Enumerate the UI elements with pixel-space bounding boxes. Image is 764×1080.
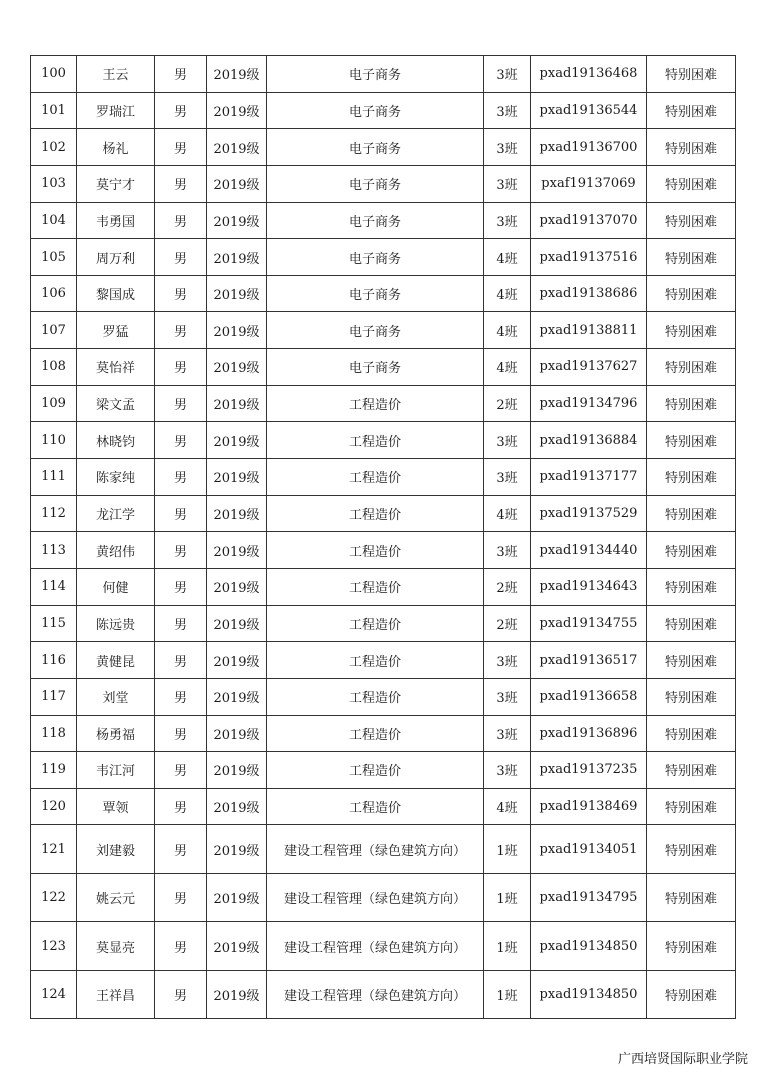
table-body xyxy=(31,56,736,1019)
difficulty-level-cell: 特别困难 xyxy=(647,970,736,1019)
major-cell: 工程造价 xyxy=(267,715,484,752)
class-name-cell: 2班 xyxy=(484,605,531,642)
major-cell: 工程造价 xyxy=(267,459,484,496)
row-number-cell: 113 xyxy=(31,532,77,569)
table-row xyxy=(31,605,736,642)
major-cell: 工程造价 xyxy=(267,678,484,715)
table-row xyxy=(31,715,736,752)
major-cell: 建设工程管理（绿色建筑方向） xyxy=(267,873,484,922)
student-name-cell: 龙江学 xyxy=(77,495,155,532)
student-name-cell: 王云 xyxy=(77,56,155,93)
gender-cell: 男 xyxy=(155,788,207,825)
grade-cell: 2019级 xyxy=(207,129,267,166)
row-number-cell: 122 xyxy=(31,873,77,922)
row-number-cell: 116 xyxy=(31,642,77,679)
difficulty-level-cell: 特别困难 xyxy=(647,922,736,971)
student-name-cell: 黎国成 xyxy=(77,275,155,312)
table-row xyxy=(31,422,736,459)
table-row xyxy=(31,678,736,715)
difficulty-level-cell: 特别困难 xyxy=(647,752,736,789)
major-cell: 电子商务 xyxy=(267,239,484,276)
gender-cell: 男 xyxy=(155,715,207,752)
table-row xyxy=(31,922,736,971)
major-cell: 建设工程管理（绿色建筑方向） xyxy=(267,970,484,1019)
class-name-cell: 3班 xyxy=(484,92,531,129)
gender-cell: 男 xyxy=(155,495,207,532)
table-row xyxy=(31,532,736,569)
grade-cell: 2019级 xyxy=(207,459,267,496)
student-id-cell: pxad19138686 xyxy=(531,275,647,312)
table-row xyxy=(31,92,736,129)
major-cell: 电子商务 xyxy=(267,165,484,202)
class-name-cell: 1班 xyxy=(484,873,531,922)
difficulty-level-cell: 特别困难 xyxy=(647,129,736,166)
gender-cell: 男 xyxy=(155,532,207,569)
difficulty-level-cell: 特别困难 xyxy=(647,92,736,129)
class-name-cell: 3班 xyxy=(484,678,531,715)
student-name-cell: 罗瑞江 xyxy=(77,92,155,129)
class-name-cell: 2班 xyxy=(484,568,531,605)
difficulty-level-cell: 特别困难 xyxy=(647,56,736,93)
major-cell: 电子商务 xyxy=(267,92,484,129)
class-name-cell: 4班 xyxy=(484,349,531,386)
grade-cell: 2019级 xyxy=(207,715,267,752)
class-name-cell: 4班 xyxy=(484,239,531,276)
student-id-cell: pxad19136896 xyxy=(531,715,647,752)
row-number-cell: 123 xyxy=(31,922,77,971)
student-name-cell: 梁文孟 xyxy=(77,385,155,422)
class-name-cell: 3班 xyxy=(484,56,531,93)
difficulty-level-cell: 特别困难 xyxy=(647,385,736,422)
difficulty-level-cell: 特别困难 xyxy=(647,788,736,825)
student-id-cell: pxad19137177 xyxy=(531,459,647,496)
gender-cell: 男 xyxy=(155,312,207,349)
student-name-cell: 黄绍伟 xyxy=(77,532,155,569)
table-row xyxy=(31,873,736,922)
student-id-cell: pxad19136544 xyxy=(531,92,647,129)
row-number-cell: 121 xyxy=(31,825,77,874)
table-row xyxy=(31,349,736,386)
major-cell: 建设工程管理（绿色建筑方向） xyxy=(267,825,484,874)
grade-cell: 2019级 xyxy=(207,422,267,459)
gender-cell: 男 xyxy=(155,349,207,386)
difficulty-level-cell: 特别困难 xyxy=(647,239,736,276)
difficulty-level-cell: 特别困难 xyxy=(647,715,736,752)
major-cell: 电子商务 xyxy=(267,312,484,349)
class-name-cell: 3班 xyxy=(484,202,531,239)
table-row xyxy=(31,275,736,312)
class-name-cell: 4班 xyxy=(484,275,531,312)
student-name-cell: 莫怡祥 xyxy=(77,349,155,386)
class-name-cell: 2班 xyxy=(484,385,531,422)
gender-cell: 男 xyxy=(155,568,207,605)
class-name-cell: 3班 xyxy=(484,459,531,496)
table-row xyxy=(31,239,736,276)
grade-cell: 2019级 xyxy=(207,349,267,386)
student-id-cell: pxad19134795 xyxy=(531,873,647,922)
table-row xyxy=(31,970,736,1019)
gender-cell: 男 xyxy=(155,678,207,715)
grade-cell: 2019级 xyxy=(207,642,267,679)
table-row xyxy=(31,568,736,605)
gender-cell: 男 xyxy=(155,825,207,874)
major-cell: 工程造价 xyxy=(267,495,484,532)
student-id-cell: pxad19134440 xyxy=(531,532,647,569)
table-row xyxy=(31,752,736,789)
student-name-cell: 何健 xyxy=(77,568,155,605)
gender-cell: 男 xyxy=(155,239,207,276)
student-id-cell: pxaf19137069 xyxy=(531,165,647,202)
gender-cell: 男 xyxy=(155,459,207,496)
class-name-cell: 4班 xyxy=(484,495,531,532)
grade-cell: 2019级 xyxy=(207,312,267,349)
student-name-cell: 莫宁才 xyxy=(77,165,155,202)
student-id-cell: pxad19136468 xyxy=(531,56,647,93)
student-id-cell: pxad19137627 xyxy=(531,349,647,386)
gender-cell: 男 xyxy=(155,275,207,312)
grade-cell: 2019级 xyxy=(207,970,267,1019)
major-cell: 工程造价 xyxy=(267,568,484,605)
student-name-cell: 杨勇福 xyxy=(77,715,155,752)
table-row xyxy=(31,56,736,93)
table-row xyxy=(31,788,736,825)
row-number-cell: 108 xyxy=(31,349,77,386)
major-cell: 工程造价 xyxy=(267,752,484,789)
student-id-cell: pxad19134755 xyxy=(531,605,647,642)
student-table xyxy=(30,55,736,1019)
difficulty-level-cell: 特别困难 xyxy=(647,275,736,312)
student-name-cell: 覃领 xyxy=(77,788,155,825)
student-name-cell: 韦江河 xyxy=(77,752,155,789)
class-name-cell: 3班 xyxy=(484,642,531,679)
table-row xyxy=(31,312,736,349)
grade-cell: 2019级 xyxy=(207,922,267,971)
gender-cell: 男 xyxy=(155,385,207,422)
student-name-cell: 陈远贵 xyxy=(77,605,155,642)
row-number-cell: 102 xyxy=(31,129,77,166)
grade-cell: 2019级 xyxy=(207,873,267,922)
row-number-cell: 111 xyxy=(31,459,77,496)
row-number-cell: 103 xyxy=(31,165,77,202)
gender-cell: 男 xyxy=(155,202,207,239)
row-number-cell: 100 xyxy=(31,56,77,93)
table-row xyxy=(31,825,736,874)
grade-cell: 2019级 xyxy=(207,788,267,825)
class-name-cell: 3班 xyxy=(484,752,531,789)
grade-cell: 2019级 xyxy=(207,385,267,422)
major-cell: 工程造价 xyxy=(267,422,484,459)
student-name-cell: 陈家纯 xyxy=(77,459,155,496)
gender-cell: 男 xyxy=(155,970,207,1019)
student-id-cell: pxad19134051 xyxy=(531,825,647,874)
major-cell: 工程造价 xyxy=(267,532,484,569)
student-id-cell: pxad19138469 xyxy=(531,788,647,825)
gender-cell: 男 xyxy=(155,605,207,642)
class-name-cell: 3班 xyxy=(484,715,531,752)
class-name-cell: 4班 xyxy=(484,788,531,825)
table-row xyxy=(31,642,736,679)
row-number-cell: 104 xyxy=(31,202,77,239)
difficulty-level-cell: 特别困难 xyxy=(647,459,736,496)
gender-cell: 男 xyxy=(155,422,207,459)
student-id-cell: pxad19136884 xyxy=(531,422,647,459)
gender-cell: 男 xyxy=(155,56,207,93)
difficulty-level-cell: 特别困难 xyxy=(647,678,736,715)
table-row xyxy=(31,385,736,422)
student-id-cell: pxad19134850 xyxy=(531,922,647,971)
grade-cell: 2019级 xyxy=(207,202,267,239)
table-row xyxy=(31,165,736,202)
difficulty-level-cell: 特别困难 xyxy=(647,495,736,532)
grade-cell: 2019级 xyxy=(207,605,267,642)
grade-cell: 2019级 xyxy=(207,56,267,93)
difficulty-level-cell: 特别困难 xyxy=(647,568,736,605)
row-number-cell: 101 xyxy=(31,92,77,129)
row-number-cell: 119 xyxy=(31,752,77,789)
difficulty-level-cell: 特别困难 xyxy=(647,312,736,349)
row-number-cell: 106 xyxy=(31,275,77,312)
gender-cell: 男 xyxy=(155,129,207,166)
major-cell: 电子商务 xyxy=(267,129,484,166)
table-row xyxy=(31,495,736,532)
student-name-cell: 黄健昆 xyxy=(77,642,155,679)
table-row xyxy=(31,202,736,239)
student-name-cell: 韦勇国 xyxy=(77,202,155,239)
student-name-cell: 罗猛 xyxy=(77,312,155,349)
class-name-cell: 1班 xyxy=(484,970,531,1019)
major-cell: 工程造价 xyxy=(267,385,484,422)
table-row xyxy=(31,129,736,166)
class-name-cell: 3班 xyxy=(484,422,531,459)
grade-cell: 2019级 xyxy=(207,275,267,312)
student-name-cell: 莫显亮 xyxy=(77,922,155,971)
student-name-cell: 周万利 xyxy=(77,239,155,276)
student-id-cell: pxad19136517 xyxy=(531,642,647,679)
major-cell: 电子商务 xyxy=(267,56,484,93)
student-id-cell: pxad19137070 xyxy=(531,202,647,239)
difficulty-level-cell: 特别困难 xyxy=(647,873,736,922)
major-cell: 工程造价 xyxy=(267,605,484,642)
student-name-cell: 王祥昌 xyxy=(77,970,155,1019)
grade-cell: 2019级 xyxy=(207,825,267,874)
row-number-cell: 117 xyxy=(31,678,77,715)
gender-cell: 男 xyxy=(155,873,207,922)
row-number-cell: 105 xyxy=(31,239,77,276)
student-id-cell: pxad19138811 xyxy=(531,312,647,349)
row-number-cell: 124 xyxy=(31,970,77,1019)
table-row xyxy=(31,459,736,496)
row-number-cell: 114 xyxy=(31,568,77,605)
major-cell: 工程造价 xyxy=(267,788,484,825)
student-id-cell: pxad19134796 xyxy=(531,385,647,422)
row-number-cell: 107 xyxy=(31,312,77,349)
row-number-cell: 109 xyxy=(31,385,77,422)
difficulty-level-cell: 特别困难 xyxy=(647,532,736,569)
grade-cell: 2019级 xyxy=(207,678,267,715)
grade-cell: 2019级 xyxy=(207,532,267,569)
grade-cell: 2019级 xyxy=(207,495,267,532)
class-name-cell: 1班 xyxy=(484,825,531,874)
difficulty-level-cell: 特别困难 xyxy=(647,349,736,386)
major-cell: 建设工程管理（绿色建筑方向） xyxy=(267,922,484,971)
row-number-cell: 120 xyxy=(31,788,77,825)
major-cell: 电子商务 xyxy=(267,275,484,312)
gender-cell: 男 xyxy=(155,642,207,679)
major-cell: 电子商务 xyxy=(267,349,484,386)
gender-cell: 男 xyxy=(155,922,207,971)
student-name-cell: 杨礼 xyxy=(77,129,155,166)
student-id-cell: pxad19136700 xyxy=(531,129,647,166)
difficulty-level-cell: 特别困难 xyxy=(647,422,736,459)
student-id-cell: pxad19134850 xyxy=(531,970,647,1019)
student-name-cell: 姚云元 xyxy=(77,873,155,922)
student-name-cell: 林晓钧 xyxy=(77,422,155,459)
grade-cell: 2019级 xyxy=(207,752,267,789)
major-cell: 电子商务 xyxy=(267,202,484,239)
gender-cell: 男 xyxy=(155,92,207,129)
row-number-cell: 115 xyxy=(31,605,77,642)
difficulty-level-cell: 特别困难 xyxy=(647,202,736,239)
difficulty-level-cell: 特别困难 xyxy=(647,605,736,642)
grade-cell: 2019级 xyxy=(207,92,267,129)
student-id-cell: pxad19134643 xyxy=(531,568,647,605)
class-name-cell: 1班 xyxy=(484,922,531,971)
grade-cell: 2019级 xyxy=(207,568,267,605)
difficulty-level-cell: 特别困难 xyxy=(647,165,736,202)
student-name-cell: 刘建毅 xyxy=(77,825,155,874)
major-cell: 工程造价 xyxy=(267,642,484,679)
class-name-cell: 3班 xyxy=(484,532,531,569)
student-id-cell: pxad19137235 xyxy=(531,752,647,789)
difficulty-level-cell: 特别困难 xyxy=(647,825,736,874)
student-id-cell: pxad19136658 xyxy=(531,678,647,715)
row-number-cell: 112 xyxy=(31,495,77,532)
class-name-cell: 4班 xyxy=(484,312,531,349)
difficulty-level-cell: 特别困难 xyxy=(647,642,736,679)
grade-cell: 2019级 xyxy=(207,165,267,202)
gender-cell: 男 xyxy=(155,752,207,789)
gender-cell: 男 xyxy=(155,165,207,202)
student-name-cell: 刘堂 xyxy=(77,678,155,715)
row-number-cell: 110 xyxy=(31,422,77,459)
school-name: 广西培贤国际职业学院 xyxy=(617,1052,748,1067)
class-name-cell: 3班 xyxy=(484,165,531,202)
row-number-cell: 118 xyxy=(31,715,77,752)
student-id-cell: pxad19137529 xyxy=(531,495,647,532)
student-id-cell: pxad19137516 xyxy=(531,239,647,276)
grade-cell: 2019级 xyxy=(207,239,267,276)
class-name-cell: 3班 xyxy=(484,129,531,166)
